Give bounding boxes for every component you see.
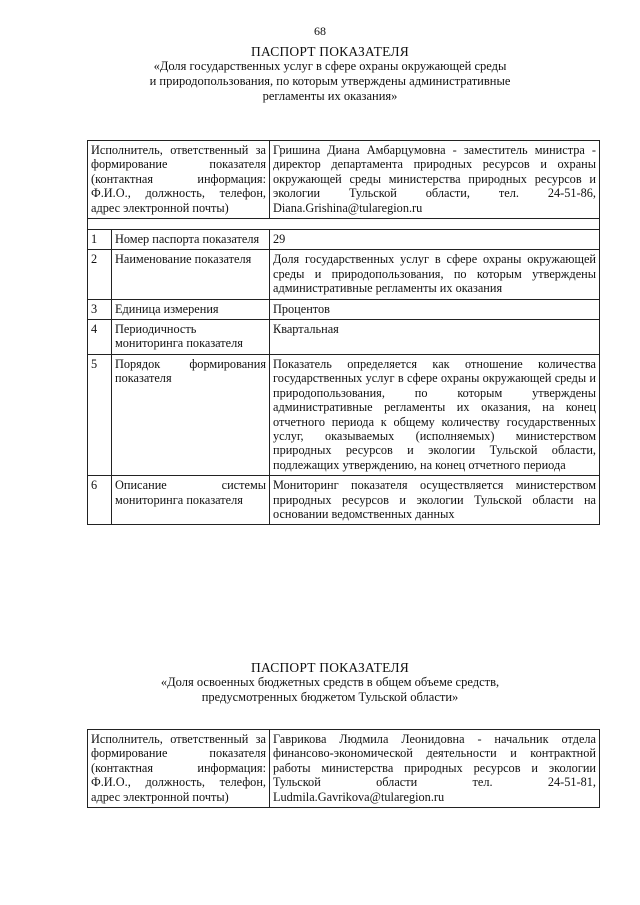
row-label: Порядок формирования показателя bbox=[112, 354, 270, 475]
passport-2-title: ПАСПОРТ ПОКАЗАТЕЛЯ bbox=[251, 660, 409, 675]
executor-value-cell: Гаврикова Людмила Леонидовна - начальник отдела финансово-экономической деятельности и контрактной работы министерства природных ресурсов и экологии Тульской области тел. 24-51-81, Ludmila.Gavrikova@tularegion.ru bbox=[270, 730, 600, 808]
passport-1-subtitle-line-3: регламенты их оказания» bbox=[262, 89, 398, 103]
table-row bbox=[88, 320, 600, 355]
row-number: 5 bbox=[88, 354, 112, 475]
row-label: Описание системы мониторинга показателя bbox=[112, 476, 270, 525]
table-row-executor bbox=[88, 141, 600, 219]
passport-2-subtitle-line-2: предусмотренных бюджетом Тульской области» bbox=[201, 690, 459, 704]
passport-1-table bbox=[87, 140, 600, 525]
row-number: 1 bbox=[88, 230, 112, 250]
passport-1-subtitle-line-1: «Доля государственных услуг в сфере охраны окружающей среды bbox=[153, 59, 507, 73]
table-row bbox=[88, 354, 600, 475]
row-label: Периодичность мониторинга показателя bbox=[112, 320, 270, 355]
table-row bbox=[88, 250, 600, 299]
row-number: 4 bbox=[88, 320, 112, 355]
passport-2-subtitle-line-1: «Доля освоенных бюджетных средств в общем объеме средств, bbox=[160, 675, 500, 689]
row-value: Показатель определяется как отношение количества государственных услуг в сфере охраны окружающей среды и природопользования, по которым утверждены административные регламенты их оказания, на конец отчетного периода к общему количеству государственных услуг, оказываемых (исполняемых) министерством природных ресурсов и экологии Тульской области, подлежащих утверждению, на конец отчетного периода bbox=[270, 354, 600, 475]
table-row bbox=[88, 299, 600, 319]
row-value: 29 bbox=[270, 230, 600, 250]
passport-1-subtitle-line-2: и природопользования, по которым утверждены административные bbox=[149, 74, 511, 88]
table-row bbox=[88, 476, 600, 525]
row-label: Номер паспорта показателя bbox=[112, 230, 270, 250]
row-value: Мониторинг показателя осуществляется министерством природных ресурсов и экологии Тульской области на основании ведомственных данных bbox=[270, 476, 600, 525]
table-row-executor bbox=[88, 730, 600, 808]
passport-2-table bbox=[87, 729, 600, 808]
row-value: Процентов bbox=[270, 299, 600, 319]
row-value: Доля государственных услуг в сфере охраны окружающей среды и природопользования, по которым утверждены административные регламенты их оказания bbox=[270, 250, 600, 299]
executor-value-cell: Гришина Диана Амбарцумовна - заместитель министра - директор департамента природных ресурсов и охраны окружающей среды министерства природных ресурсов и экологии Тульской области, тел. 24-51-86, Diana.Grishina@tularegion.ru bbox=[270, 141, 600, 219]
page-number: 68 bbox=[314, 24, 326, 38]
passport-1-heading bbox=[60, 44, 600, 104]
row-label: Единица измерения bbox=[112, 299, 270, 319]
row-number: 6 bbox=[88, 476, 112, 525]
executor-label-cell: Исполнитель, ответственный за формирование показателя (контактная информация: Ф.И.О., должность, телефон, адрес электронной почты) bbox=[88, 141, 270, 219]
table-row bbox=[88, 230, 600, 250]
row-number: 2 bbox=[88, 250, 112, 299]
passport-2-heading bbox=[60, 660, 600, 705]
table-gap-row bbox=[88, 219, 600, 230]
row-label: Наименование показателя bbox=[112, 250, 270, 299]
executor-label-cell: Исполнитель, ответственный за формирование показателя (контактная информация: Ф.И.О., должность, телефон, адрес электронной почты) bbox=[88, 730, 270, 808]
passport-1-title: ПАСПОРТ ПОКАЗАТЕЛЯ bbox=[251, 44, 409, 59]
row-number: 3 bbox=[88, 299, 112, 319]
row-value: Квартальная bbox=[270, 320, 600, 355]
